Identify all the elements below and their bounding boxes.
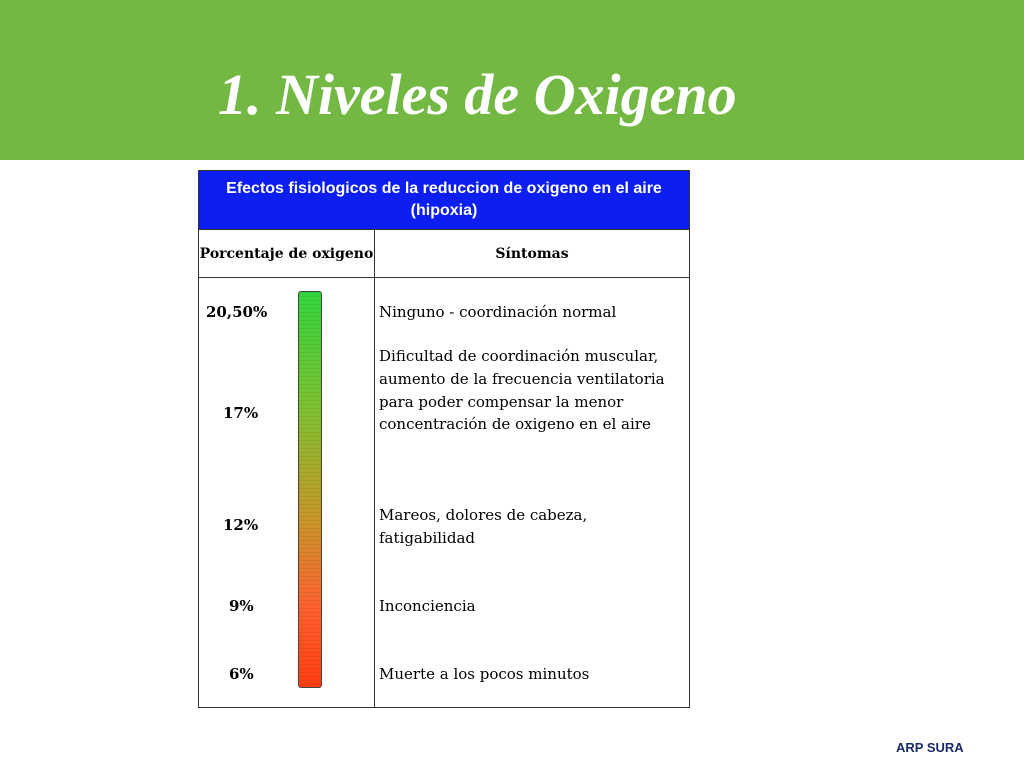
column-divider — [374, 230, 375, 707]
slide-title: 1. Niveles de Oxigeno — [218, 62, 737, 127]
level-label: 12% — [223, 516, 259, 534]
symptom-text: Mareos, dolores de cabeza, fatigabilidad — [379, 506, 588, 547]
level-label: 6% — [229, 665, 254, 683]
oxygen-gradient-bar — [298, 291, 322, 688]
symptom-text: Inconciencia — [379, 597, 476, 615]
level-label: 9% — [229, 597, 254, 615]
symptom-text: Ninguno - coordinación normal — [379, 303, 617, 321]
column-header-symptoms: Síntomas — [495, 245, 569, 262]
row-divider — [199, 277, 689, 278]
level-label: 17% — [223, 404, 259, 422]
table-header: Efectos fisiologicos de la reduccion de oxigeno en el aire (hipoxia) — [199, 171, 689, 230]
level-label: 20,50% — [206, 303, 268, 321]
hypoxia-table — [198, 170, 690, 708]
brand-logo-text: ARP SURA — [896, 740, 964, 755]
symptom-text: Muerte a los pocos minutos — [379, 665, 590, 683]
symptom-text: Dificultad de coordinación muscular, aumento de la frecuencia ventilatoria para poder compensar la menor concentración de oxigeno en el aire — [379, 347, 665, 434]
column-header-percent: Porcentaje de oxigeno — [199, 245, 374, 262]
